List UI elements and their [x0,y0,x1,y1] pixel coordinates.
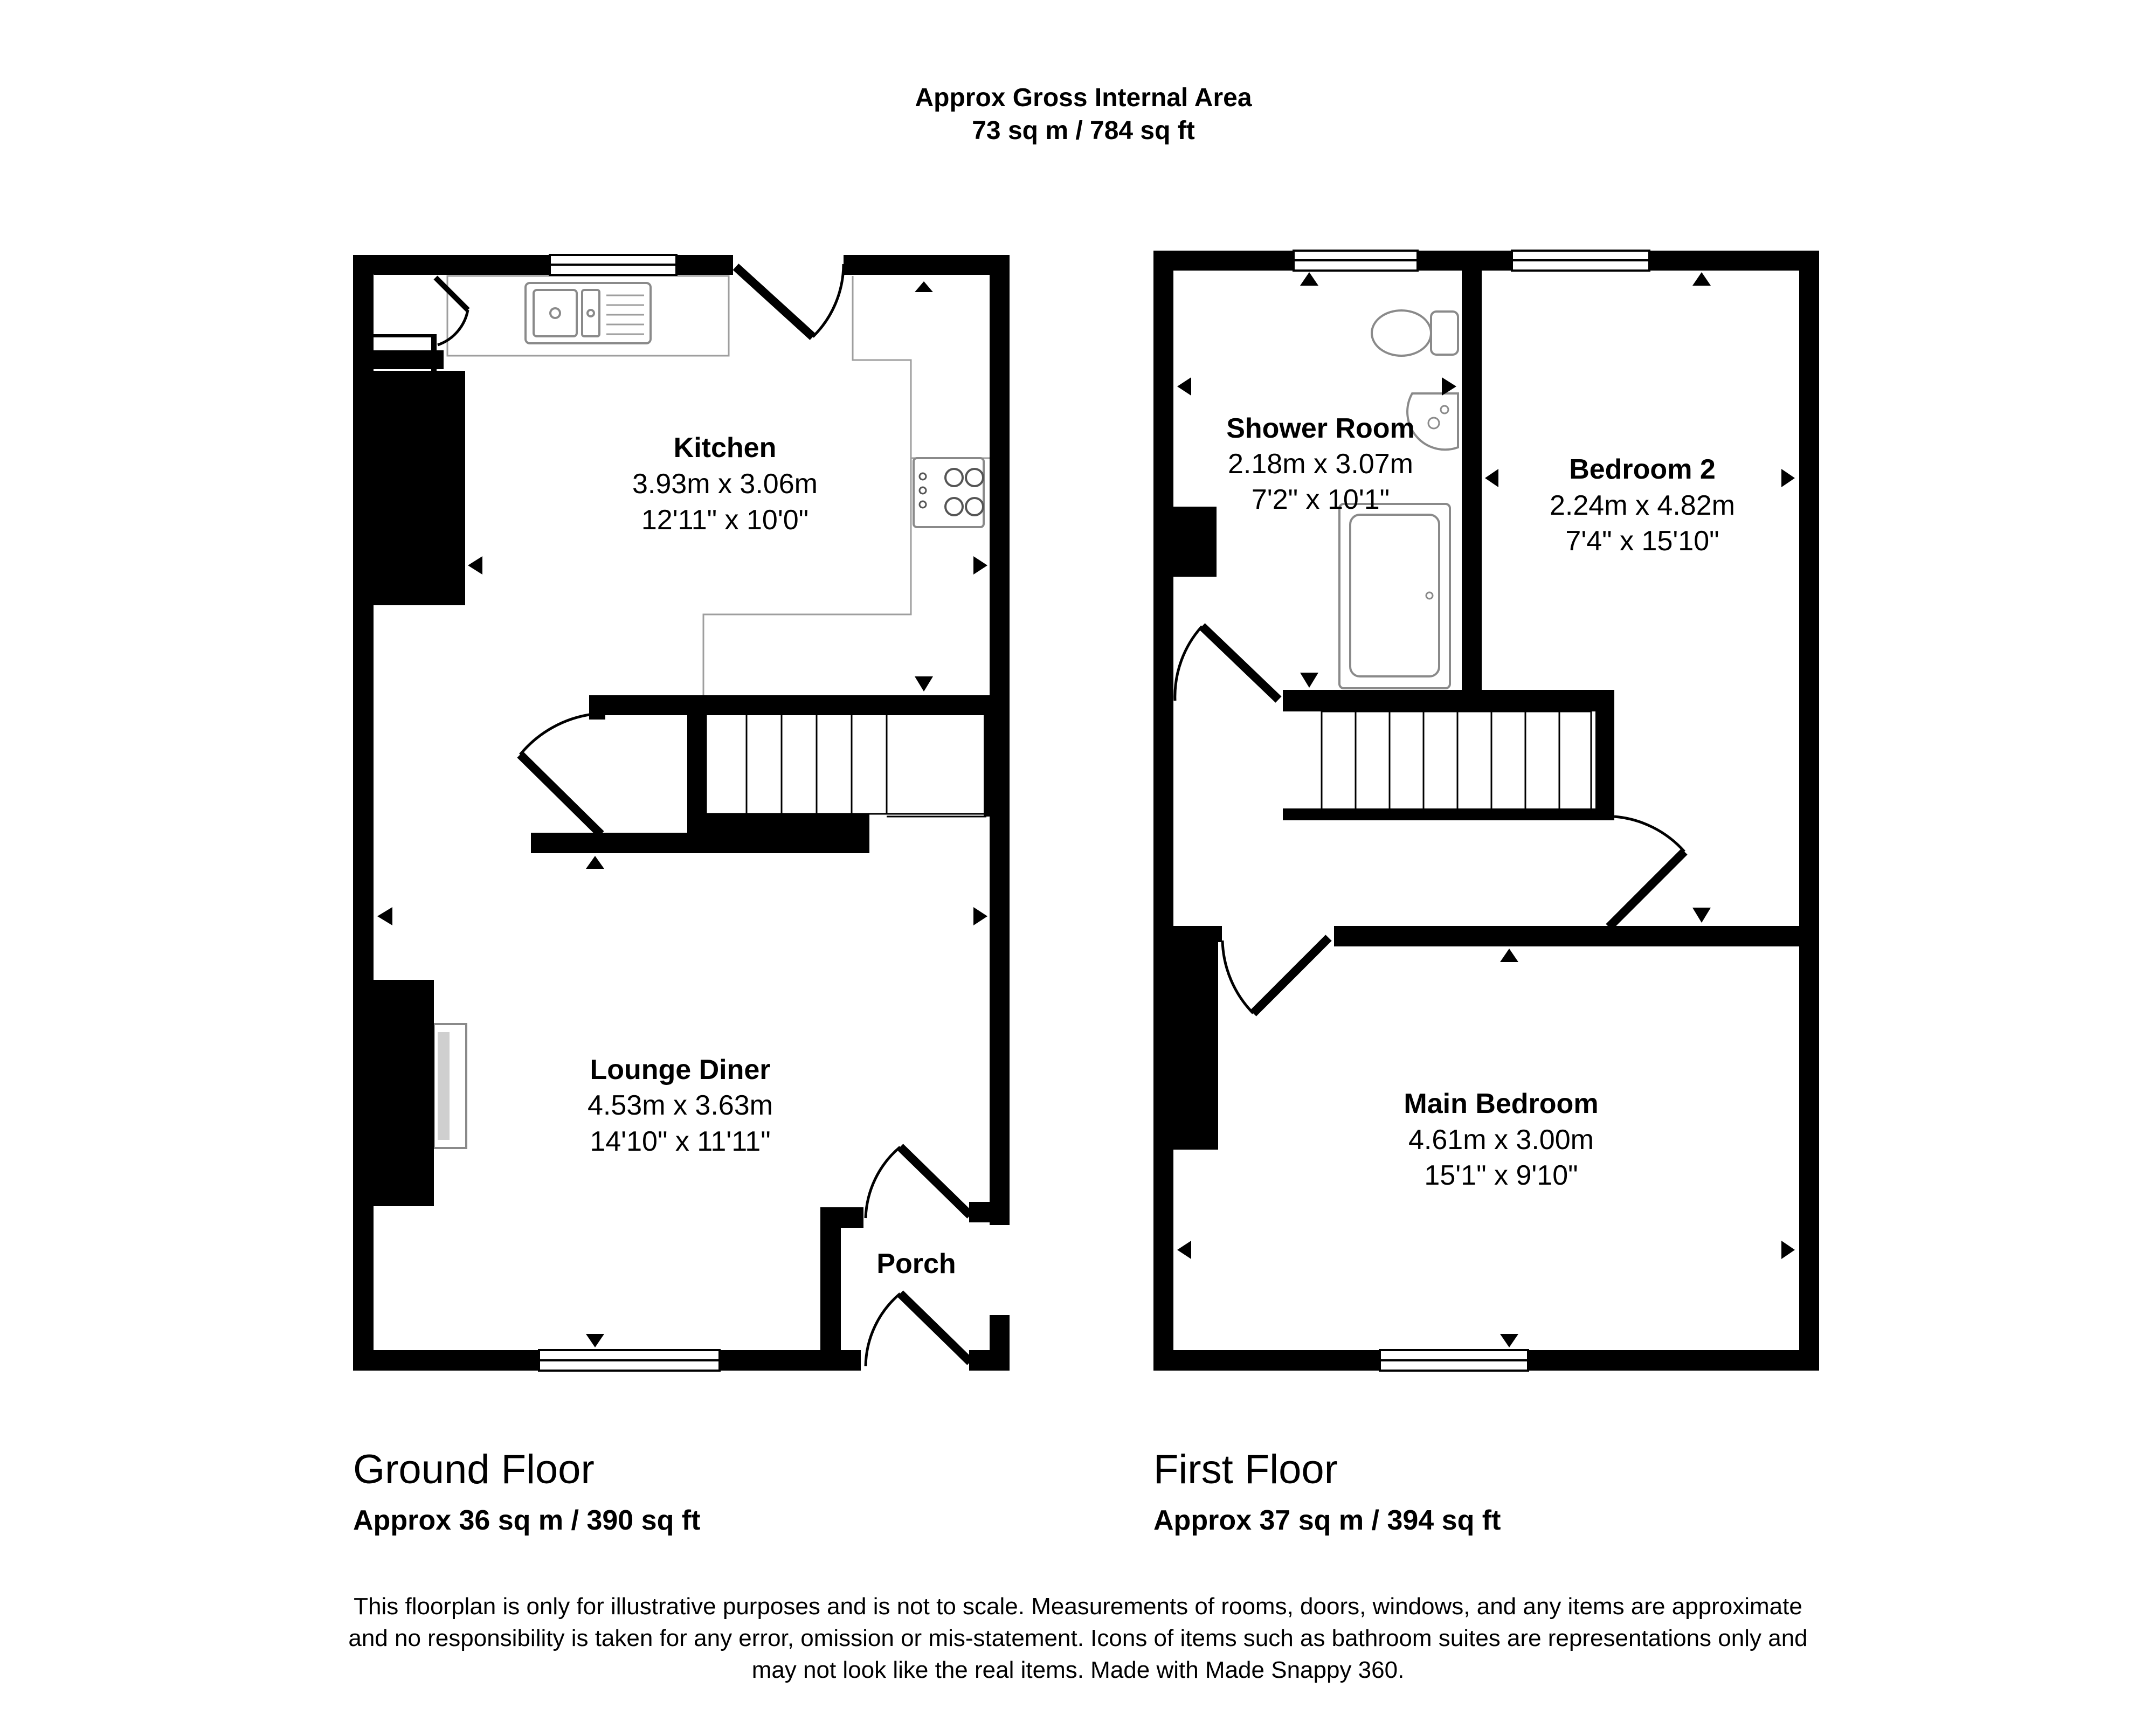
first-floor-title: First Floor [1153,1447,1338,1492]
room-imperial-kitchen: 12'11" x 10'0" [641,504,809,536]
room-metric-main-bedroom: 4.61m x 3.00m [1408,1124,1594,1156]
bath-icon [1339,504,1450,688]
toilet-icon [1372,310,1458,356]
fireplace-icon [434,1024,466,1148]
door-front [866,1294,970,1366]
door-main-bedroom [1222,938,1329,1013]
room-imperial-shower-room: 7'2" x 10'1" [1251,484,1390,515]
staircase-first [1322,711,1591,813]
room-metric-kitchen: 3.93m x 3.06m [632,468,818,500]
room-name-bedroom-2: Bedroom 2 [1569,454,1716,485]
disclaimer-line-1: This floorplan is only for illustrative purposes and is not to scale. Measurements of rooms, doors, windows, and any items are approximate [354,1593,1802,1620]
window-bedroom-2 [1512,251,1649,271]
window-kitchen [550,255,676,275]
first-floor-plan [1153,251,1819,1371]
room-name-shower-room: Shower Room [1226,413,1415,444]
basin-icon [1407,393,1458,449]
door-shower-room [1175,626,1279,701]
room-imperial-main-bedroom: 15'1" x 9'10" [1424,1160,1578,1191]
room-metric-lounge-diner: 4.53m x 3.63m [588,1090,773,1121]
door-cupboard [436,278,468,345]
room-name-main-bedroom: Main Bedroom [1404,1088,1599,1119]
room-name-lounge-diner: Lounge Diner [590,1054,771,1085]
door-porch-inner [866,1147,970,1218]
header-title: Approx Gross Internal Area [915,84,1252,112]
ground-floor-title: Ground Floor [353,1447,595,1492]
door-bedroom-2 [1609,817,1684,927]
room-imperial-lounge-diner: 14'10" x 11'11" [590,1126,771,1157]
room-name-porch: Porch [876,1248,956,1280]
sink-icon [526,283,651,343]
room-metric-bedroom-2: 2.24m x 4.82m [1550,490,1735,521]
window-shower-room [1294,251,1418,271]
ground-floor-area: Approx 36 sq m / 390 sq ft [353,1505,701,1536]
first-floor-area: Approx 37 sq m / 394 sq ft [1153,1505,1501,1536]
door-kitchen-back [736,264,844,337]
room-metric-shower-room: 2.18m x 3.07m [1228,448,1413,480]
disclaimer-line-2: and no responsibility is taken for any error, omission or mis-statement. Icons of items such as bathroom suites are representations only and [348,1625,1808,1651]
window-lounge [539,1350,720,1371]
first-floor-outer-walls [1153,251,1819,271]
header-subtitle: 73 sq m / 784 sq ft [972,116,1195,145]
window-main-bedroom [1380,1350,1528,1371]
disclaimer-line-3: may not look like the real items. Made with Made Snappy 360. [751,1657,1405,1683]
door-understairs [520,714,601,834]
staircase-ground [706,714,986,817]
room-imperial-bedroom-2: 7'4" x 15'10" [1565,525,1719,557]
room-name-kitchen: Kitchen [673,432,777,464]
ground-floor-plan [353,255,1010,1371]
hob-icon [914,458,984,527]
